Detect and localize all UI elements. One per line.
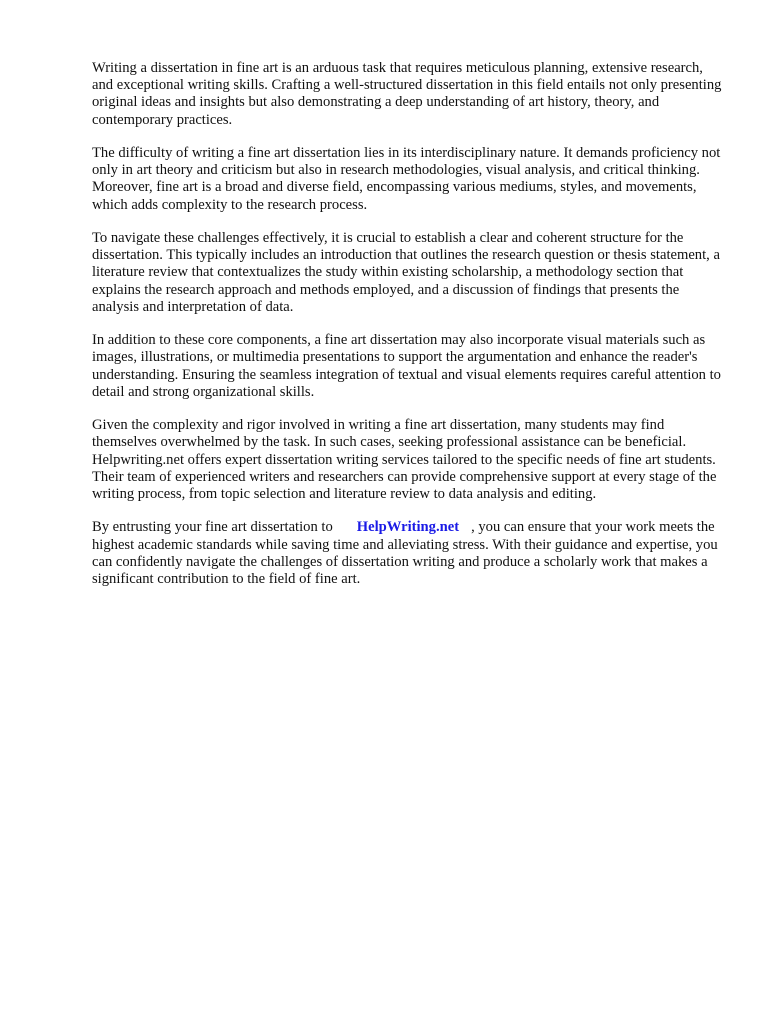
paragraph-difficulty: The difficulty of writing a fine art dissertation lies in its interdisciplinary nature. It demands proficiency not only in art theory and criticism but also in research methodologies, visual analysis, and critical thinking. Moreover, fine art is a broad and diverse field, encompassing various mediums, styles, and movements, which adds complexity to the research process. — [92, 145, 721, 213]
document-body — [92, 60, 724, 604]
paragraph-assistance: Given the complexity and rigor involved in writing a fine art dissertation, many students may find themselves overwhelmed by the task. In such cases, seeking professional assistance can be beneficial. Helpwriting.net offers expert dissertation writing services tailored to the specific needs of fine art students. Their team of experienced writers and researchers can provide comprehensive support at every stage of the writing process, from topic selection and literature review to data analysis and editing. — [92, 417, 717, 503]
helpwriting-link[interactable]: HelpWriting.net — [356, 519, 460, 536]
paragraph-structure: To navigate these challenges effectively, it is crucial to establish a clear and coherent structure for the dissertation. This typically includes an introduction that outlines the research question or thesis statement, a literature review that contextualizes the study within existing scholarship, a methodology section that explains the research approach and methods employed, and a discussion of findings that presents the analysis and interpretation of data. — [92, 230, 720, 315]
conclusion-text-before-link: By entrusting your fine art dissertation to — [92, 519, 333, 536]
paragraph-visual-materials: In addition to these core components, a fine art dissertation may also incorporate visual materials such as images, illustrations, or multimedia presentations to support the argumentation and enhance the reader's understanding. Ensuring the seamless integration of textual and visual elements requires careful attention to detail and strong organizational skills. — [92, 332, 721, 400]
paragraph-intro: Writing a dissertation in fine art is an arduous task that requires meticulous planning, extensive research, and exceptional writing skills. Crafting a well-structured dissertation in this field entails not only presenting original ideas and insights but also demonstrating a deep understanding of art history, theory, and contemporary practices. — [92, 60, 722, 128]
paragraph-conclusion — [92, 519, 724, 588]
conclusion-text-after-link: , you can ensure that your work meets the highest academic standards while saving time and alleviating stress. With their guidance and expertise, you can confidently navigate the challenges of dissertation writing and produce a scholarly work that makes a significant contribution to the field of fine art. — [92, 519, 718, 588]
